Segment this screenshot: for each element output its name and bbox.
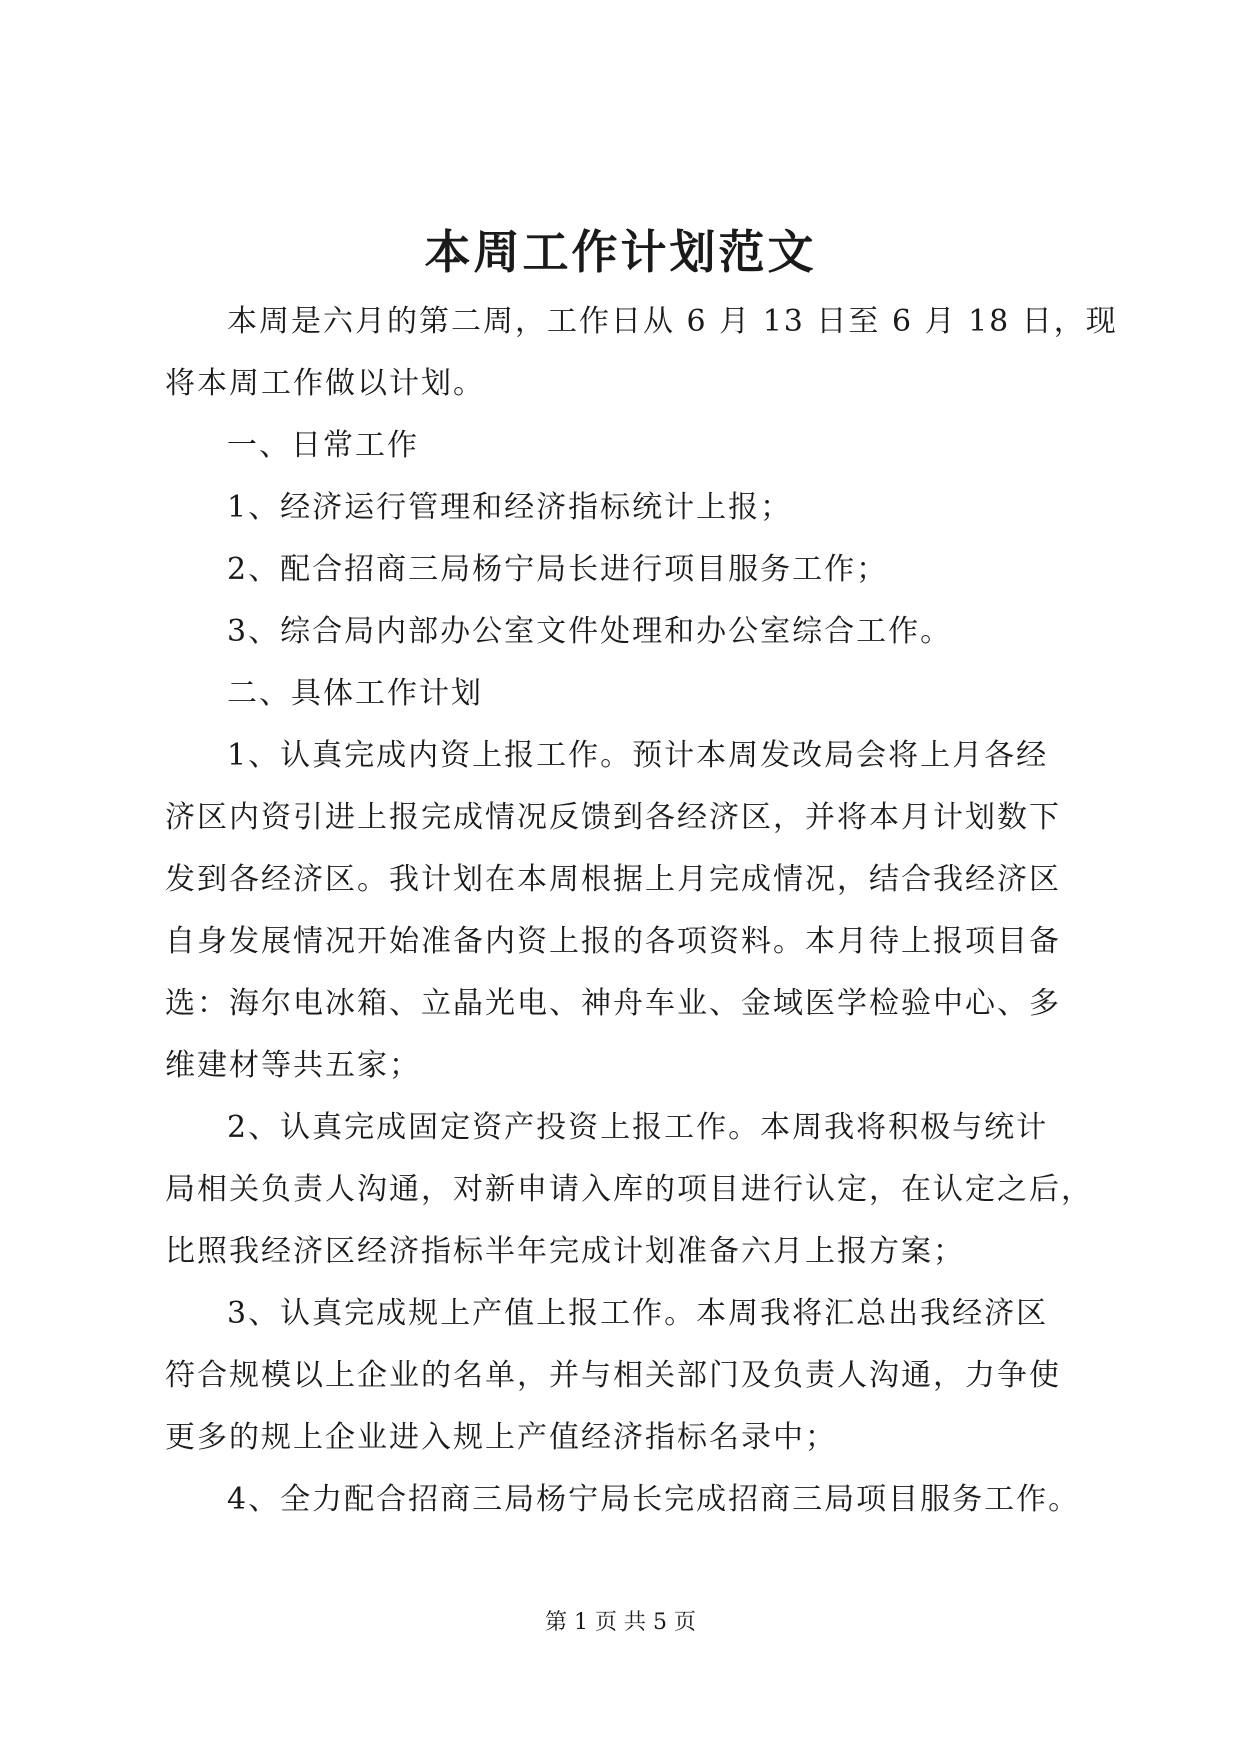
paragraph-line: 将本周工作做以计划。 [165, 366, 485, 401]
paragraph-line: 发到各经济区。我计划在本周根据上月完成情况，结合我经济区 [165, 862, 1061, 897]
document-body [165, 291, 1118, 1531]
paragraph-line: 维建材等共五家； [165, 1048, 421, 1083]
paragraph-line: 二、具体工作计划 [227, 676, 483, 711]
paragraph-line: 自身发展情况开始准备内资上报的各项资料。本月待上报项目备 [165, 924, 1061, 959]
paragraph-line: 3、认真完成规上产值上报工作。本周我将汇总出我经济区 [227, 1296, 1049, 1331]
paragraph-line: 比照我经济区经济指标半年完成计划准备六月上报方案； [165, 1234, 965, 1269]
paragraph-line: 2、认真完成固定资产投资上报工作。本周我将积极与统计 [227, 1110, 1049, 1145]
paragraph [165, 477, 1085, 539]
paragraph-line: 符合规模以上企业的名单，并与相关部门及负责人沟通，力争使 [165, 1358, 1061, 1393]
paragraph [165, 1283, 1085, 1469]
paragraph [165, 725, 1085, 1097]
paragraph-line: 本周是六月的第二周，工作日从 6 月 13 日至 6 月 18 日，现 [227, 304, 1118, 339]
paragraph-line: 局相关负责人沟通，对新申请入库的项目进行认定，在认定之后， [165, 1172, 1093, 1207]
paragraph-line: 一、日常工作 [227, 428, 419, 463]
paragraph [165, 415, 1085, 477]
paragraph-line: 1、认真完成内资上报工作。预计本周发改局会将上月各经 [227, 738, 1049, 773]
paragraph [165, 663, 1085, 725]
paragraph-line: 1、经济运行管理和经济指标统计上报； [227, 490, 793, 525]
page-footer: 第 1 页 共 5 页 [545, 1610, 696, 1635]
paragraph-line: 4、全力配合招商三局杨宁局长完成招商三局项目服务工作。 [227, 1482, 1081, 1517]
paragraph [165, 539, 1085, 601]
paragraph [165, 1469, 1085, 1531]
paragraph [165, 1097, 1093, 1283]
paragraph-line: 选：海尔电冰箱、立晶光电、神舟车业、金域医学检验中心、多 [165, 986, 1061, 1021]
paragraph-line: 2、配合招商三局杨宁局长进行项目服务工作； [227, 552, 889, 587]
paragraph [165, 601, 1085, 663]
document-title: 本周工作计划范文 [424, 225, 817, 279]
paragraph-line: 更多的规上企业进入规上产值经济指标名录中； [165, 1420, 837, 1455]
paragraph-line: 3、综合局内部办公室文件处理和办公室综合工作。 [227, 614, 953, 649]
paragraph [165, 291, 1118, 415]
paragraph-line: 济区内资引进上报完成情况反馈到各经济区，并将本月计划数下 [165, 800, 1061, 835]
